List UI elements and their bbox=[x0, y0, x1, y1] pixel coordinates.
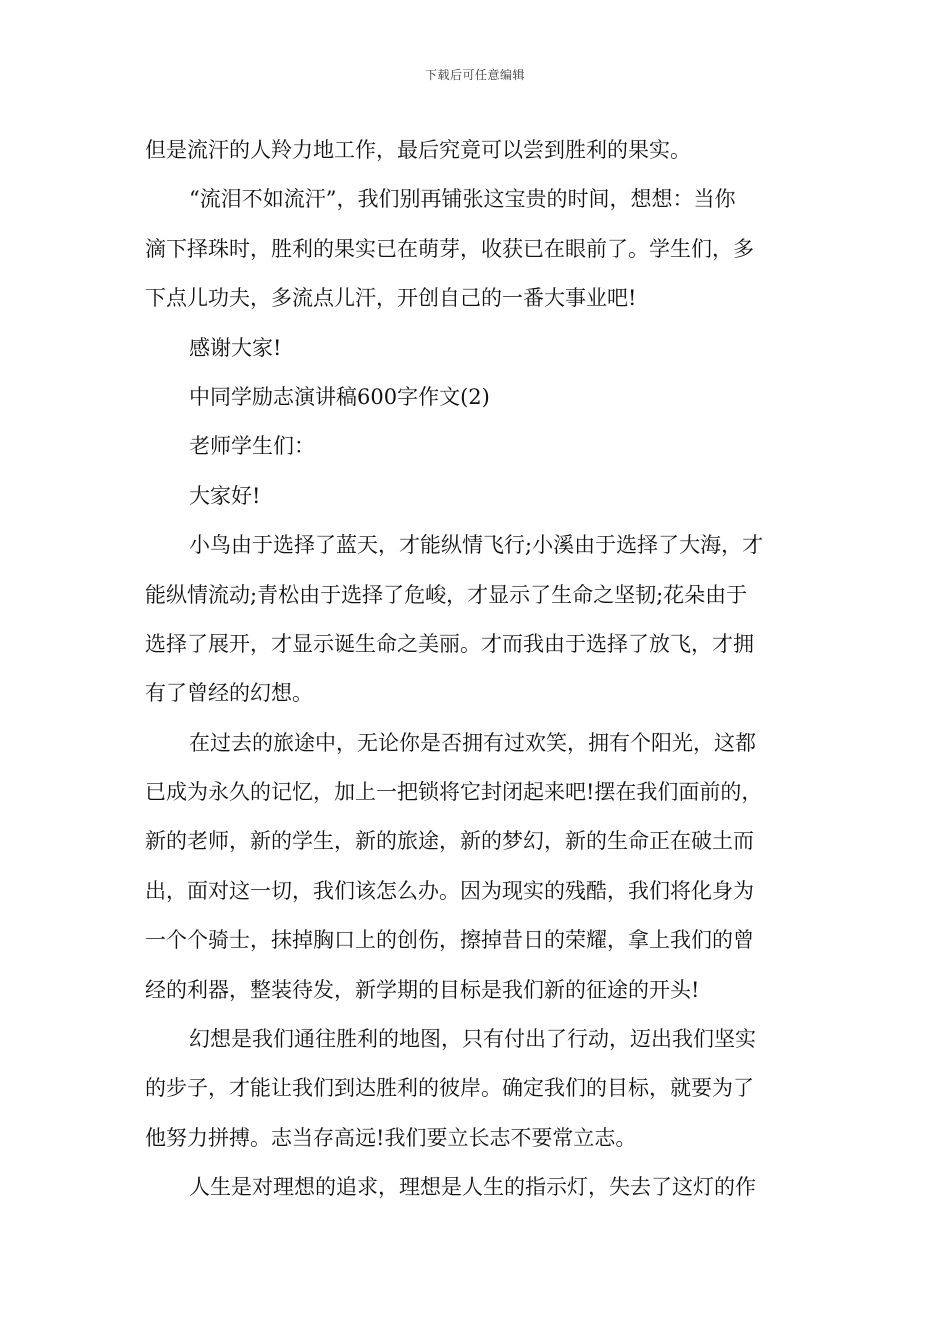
text-line: 幻想是我们通往胜利的地图，只有付出了行动，迈出我们坚实 bbox=[189, 1027, 756, 1052]
text-line: 已成为永久的记忆，加上一把锁将它封闭起来吧!摆在我们面前的， bbox=[145, 780, 763, 805]
text-line: 人生是对理想的追求，理想是人生的指示灯，失去了这灯的作 bbox=[189, 1175, 756, 1200]
text-line: 能纵情流动;青松由于选择了危峻，才显示了生命之坚韧;花朵由于 bbox=[145, 582, 748, 607]
text-line: 感谢大家! bbox=[189, 335, 282, 360]
text-line: 新的老师，新的学生，新的旅途，新的梦幻，新的生命正在破土而 bbox=[145, 829, 754, 854]
document-body bbox=[145, 126, 805, 1213]
text-line: 但是流汗的人羚力地工作，最后究竟可以尝到胜利的果实。 bbox=[145, 138, 691, 162]
text-line: 出，面对这一切，我们该怎么办。因为现实的残酷，我们将化身为 bbox=[145, 878, 754, 903]
text-line: 小鸟由于选择了蓝天，才能纵情飞行;小溪由于选择了大海，才 bbox=[189, 533, 764, 558]
text-line: 经的利器，整装待发，新学期的目标是我们新的征途的开头! bbox=[145, 977, 700, 1002]
text-line: 老师学生们： bbox=[189, 434, 315, 459]
text-line: 选择了展开，才显示诞生命之美丽。才而我由于选择了放飞，才拥 bbox=[145, 631, 754, 656]
text-line: 在过去的旅途中，无论你是否拥有过欢笑，拥有个阳光，这都 bbox=[189, 730, 756, 755]
text-line: “流泪不如流汗”，我们别再铺张这宝贵的时间，想想：当你 bbox=[189, 187, 736, 212]
text-line: 的步子，才能让我们到达胜利的彼岸。确定我们的目标，就要为了 bbox=[145, 1076, 754, 1101]
text-line: 他努力拼搏。志当存高远!我们要立长志不要常立志。 bbox=[145, 1125, 637, 1150]
text-line: 中同学励志演讲稿600字作文(2) bbox=[189, 384, 490, 409]
page-header: 下载后可任意编辑 bbox=[424, 68, 525, 82]
text-line: 一个个骑士，抹掉胸口上的创伤，擦掉昔日的荣耀，拿上我们的曾 bbox=[145, 928, 754, 953]
text-line: 下点儿功夫，多流点儿汗，开创自己的一番大事业吧! bbox=[145, 286, 637, 311]
text-line: 大家好! bbox=[189, 483, 261, 508]
text-line: 滴下择珠时，胜利的果实已在萌芽，收获已在眼前了。学生们，多 bbox=[145, 236, 754, 261]
text-line: 有了曾经的幻想。 bbox=[145, 681, 313, 706]
